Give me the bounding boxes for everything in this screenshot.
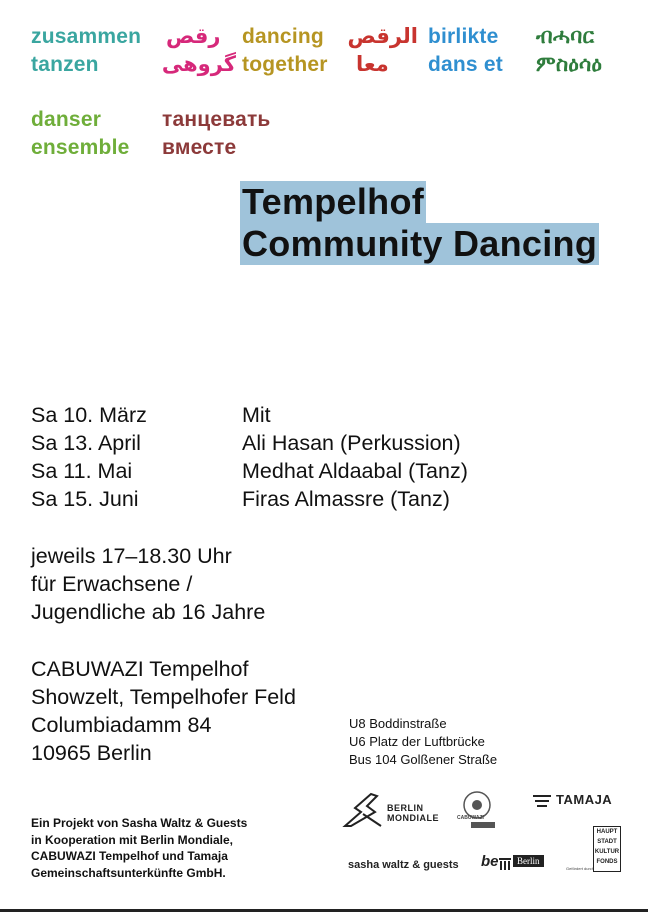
audience-line: Jugendliche ab 16 Jahre (31, 600, 266, 624)
title-line1: Tempelhof (242, 181, 425, 222)
venue-line: Showzelt, Tempelhofer Feld (31, 685, 296, 709)
greeting-turkish-line2: dans et (428, 53, 503, 76)
venue-line: 10965 Berlin (31, 741, 152, 765)
artist-list (242, 401, 468, 513)
greeting-persian (161, 23, 236, 79)
credit-line: Ein Projekt von Sasha Waltz & Guests (31, 816, 248, 830)
greeting-english-line1: dancing (242, 25, 324, 48)
berlin-mondiale-logo (341, 790, 446, 830)
artist-item: Medhat Aldaabal (Tanz) (242, 459, 468, 483)
transit-line: U6 Platz der Luftbrücke (349, 734, 485, 749)
greeting-arabic (347, 23, 418, 79)
venue-line: CABUWAZI Tempelhof (31, 657, 249, 681)
greeting-german-line1: zusammen (31, 25, 142, 48)
tamaja-logo (533, 791, 623, 813)
be-berlin-box: Berlin (513, 855, 544, 867)
greeting-german-line2: tanzen (31, 53, 99, 76)
credit-line: Gemeinschaftsunterkünfte GmbH. (31, 865, 226, 880)
greeting-russian (162, 106, 271, 162)
greeting-persian-line2: گروهی (161, 53, 236, 76)
greeting-arabic-line1: الرقص (347, 25, 418, 48)
artist-item: Mit (242, 403, 271, 427)
transit-line: U8 Boddinstraße (349, 716, 447, 731)
be-berlin-be: be (481, 853, 499, 870)
greeting-german (31, 23, 141, 79)
greeting-turkish-line1: birlikte (428, 25, 499, 48)
venue-address (31, 655, 296, 767)
sasha-waltz-logo: sasha waltz & guests (348, 859, 459, 871)
hauptstadt-line4: FONDS (596, 859, 618, 865)
credit-line: CABUWAZI Tempelhof und Tamaja (31, 849, 228, 863)
venue-line: Columbiadamm 84 (31, 713, 212, 737)
cabuwazi-mark-icon (455, 789, 501, 831)
greeting-french-line1: danser (31, 108, 102, 131)
page-title (240, 181, 599, 265)
project-credits (31, 815, 247, 881)
time-info (31, 542, 265, 626)
greeting-french (31, 106, 129, 162)
transit-line: Bus 104 Golßener Straße (349, 752, 498, 767)
cabuwazi-logo (455, 789, 501, 831)
greeting-english (242, 23, 328, 79)
berlin-mondiale-mark-icon (341, 790, 387, 830)
greeting-tigrinya (536, 23, 602, 79)
artist-item: Firas Almassre (Tanz) (242, 487, 450, 511)
greeting-turkish (428, 23, 503, 79)
transit-info (349, 715, 497, 769)
hauptstadt-caption: Gefördert durch (566, 866, 595, 871)
credit-line: in Kooperation mit Berlin Mondiale, (31, 832, 234, 847)
hauptstadt-line2: STADT (597, 839, 617, 845)
cabuwazi-label: CABUWAZI (457, 815, 484, 821)
hauptstadt-line1: HAUPT (596, 829, 618, 835)
date-item: Sa 13. April (31, 431, 141, 455)
event-dates (31, 401, 147, 513)
date-item: Sa 11. Mai (31, 459, 133, 483)
berlin-mondiale-line1: BERLIN (387, 803, 424, 813)
greeting-russian-line1: танцевать (162, 108, 271, 131)
greeting-french-line2: ensemble (31, 136, 130, 159)
greeting-tigrinya-line2: ምስዕሳዕ (536, 53, 603, 76)
audience-line: für Erwachsene / (31, 572, 193, 596)
greeting-persian-line1: رقص (166, 25, 221, 48)
title-line2: Community Dancing (242, 223, 598, 264)
date-item: Sa 15. Juni (31, 487, 139, 511)
greeting-tigrinya-line1: ብሓባር (536, 25, 595, 48)
berlin-mondiale-line2: MONDIALE (387, 813, 439, 823)
greeting-english-line2: together (242, 53, 328, 76)
hauptstadt-kulturfonds-logo (566, 826, 622, 874)
brandenburg-gate-icon (499, 858, 511, 870)
greeting-russian-line2: вместе (162, 136, 237, 159)
greeting-arabic-line2: معا (356, 53, 389, 76)
hauptstadt-line3: KULTUR (594, 849, 620, 855)
tamaja-mark-icon (533, 793, 553, 809)
time-line: jeweils 17–18.30 Uhr (31, 544, 232, 568)
artist-item: Ali Hasan (Perkussion) (242, 431, 461, 455)
date-item: Sa 10. März (31, 403, 147, 427)
tamaja-label: TAMAJA (556, 792, 613, 807)
be-berlin-logo (481, 853, 553, 873)
